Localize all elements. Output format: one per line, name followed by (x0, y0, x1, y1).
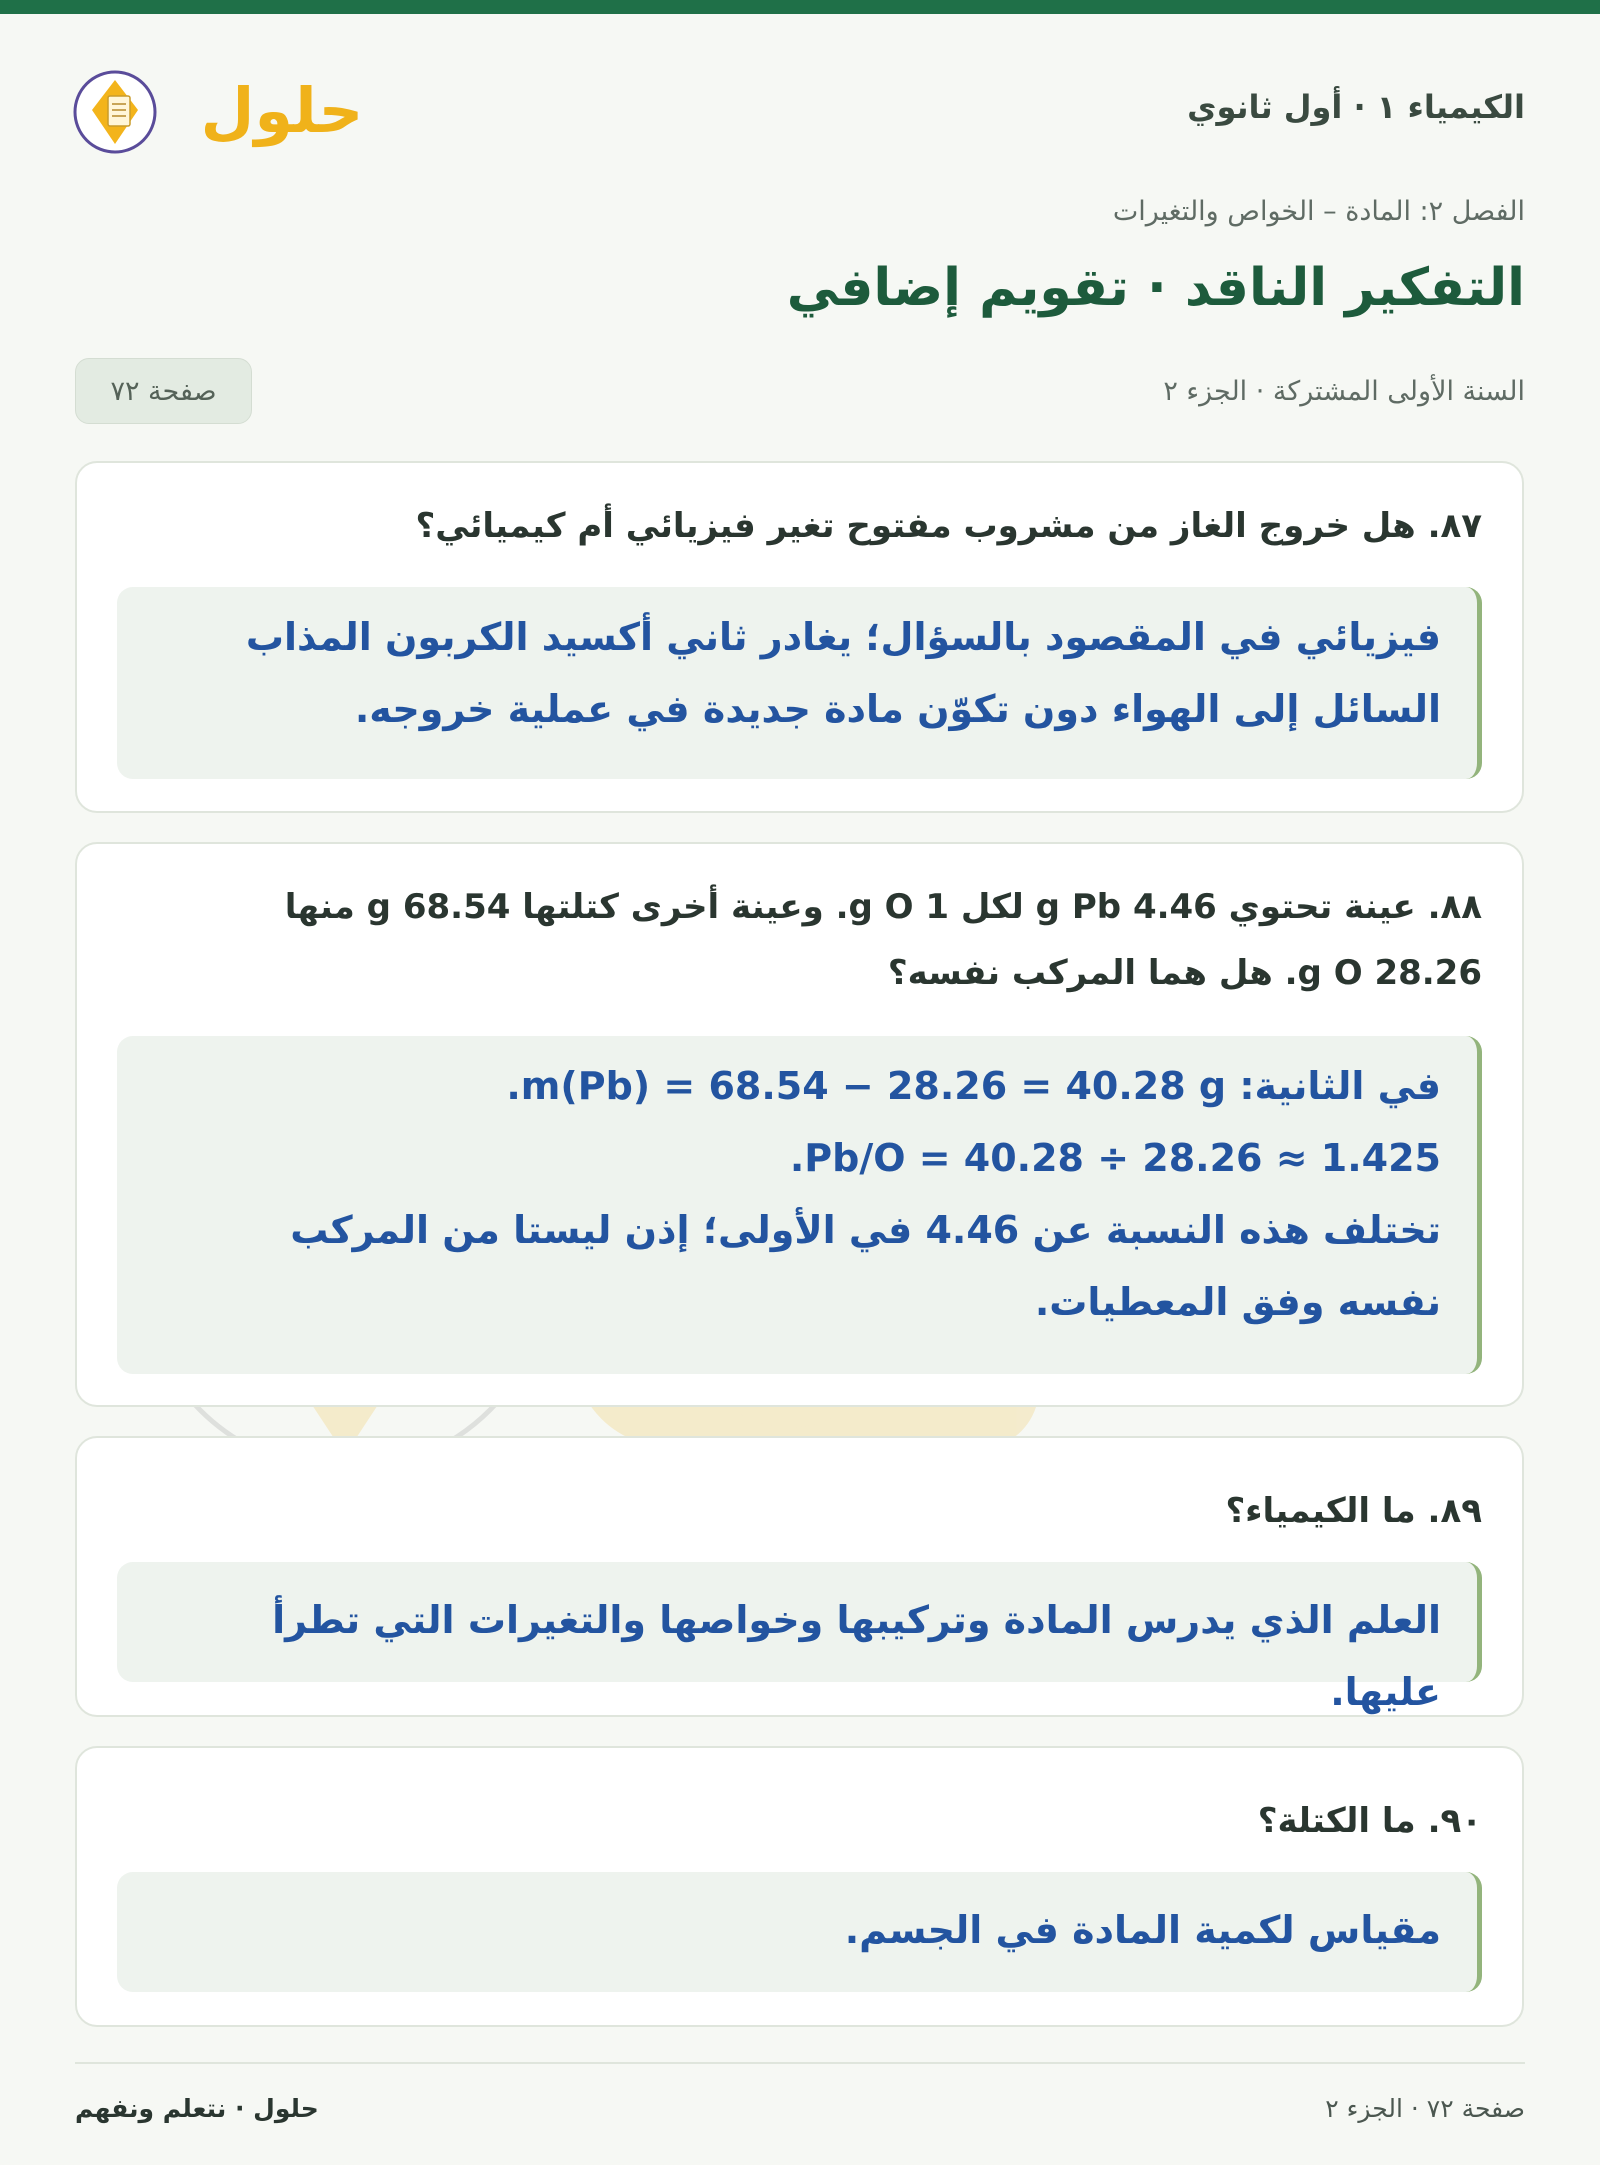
footer-page-info: صفحة ٧٢ · الجزء ٢ (1325, 2094, 1525, 2123)
question-text (117, 874, 1482, 1006)
footer-brand: حلول · نتعلم ونفهم (75, 2094, 319, 2123)
question-card-88 (75, 842, 1524, 1407)
answer-box (117, 1036, 1482, 1374)
answer-line: السائل إلى الهواء دون تكوّن مادة جديدة في عملية خروجه. (354, 687, 1441, 731)
answer-line: تختلف هذه النسبة عن 4.46 في الأولى؛ إذن ليستا من المركب (290, 1208, 1441, 1252)
answer-line: فيزيائي في المقصود بالسؤال؛ يغادر ثاني أكسيد الكربون المذاب (245, 615, 1441, 659)
book-icon (108, 96, 130, 126)
answer-line: العلم الذي يدرس المادة وتركيبها وخواصها والتغيرات التي تطرأ عليها. (272, 1598, 1441, 1714)
question-line: 28.26 g O. هل هما المركب نفسه؟ (887, 953, 1482, 993)
page-subtitle: السنة الأولى المشتركة · الجزء ٢ (1163, 376, 1525, 407)
question-line: ٨٨. عينة تحتوي 4.46 g Pb لكل 1 g O. وعينة أخرى كتلتها 68.54 g منها (284, 887, 1482, 927)
answer-line: مقياس لكمية المادة في الجسم. (844, 1908, 1441, 1952)
answer-line: نفسه وفق المعطيات. (1034, 1280, 1441, 1324)
chapter-label: الفصل ٢: المادة – الخواص والتغيرات (1112, 196, 1525, 227)
answer-box (117, 1562, 1482, 1714)
logo-graphic (72, 52, 364, 172)
question-text: ٩٠. ما الكتلة؟ (1257, 1801, 1482, 1841)
page-number-badge: صفحة ٧٢ (75, 358, 252, 424)
page-title: التفكير الناقد · تقويم إضافي (786, 258, 1525, 318)
question-text: ٨٩. ما الكيمياء؟ (1225, 1491, 1482, 1531)
answer-box (117, 587, 1482, 779)
question-card-90 (75, 1746, 1524, 2027)
question-text: ٨٧. هل خروج الغاز من مشروب مفتوح تغير فيزيائي أم كيميائي؟ (415, 506, 1482, 546)
footer-divider (75, 2062, 1525, 2064)
answer-line: في الثانية: m(Pb) = 68.54 − 28.26 = 40.28 g. (506, 1064, 1441, 1108)
halool-logo-icon[interactable] (72, 52, 364, 172)
question-card-89 (75, 1436, 1524, 1717)
top-accent-bar (0, 0, 1600, 14)
answer-box (117, 1872, 1482, 1992)
question-card-87 (75, 461, 1524, 813)
answer-line: Pb/O = 40.28 ÷ 28.26 ≈ 1.425. (789, 1136, 1441, 1180)
svg-text:حلول: حلول (200, 74, 364, 147)
course-label: الكيمياء ١ · أول ثانوي (1187, 88, 1525, 126)
